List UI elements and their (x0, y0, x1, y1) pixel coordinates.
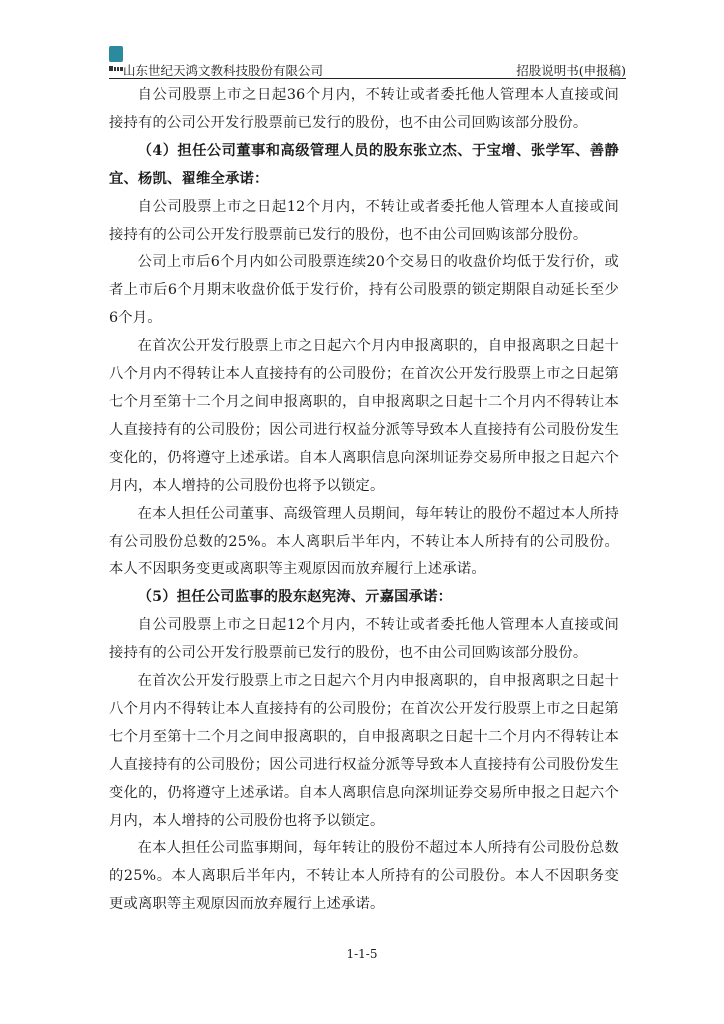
paragraph: 自公司股票上市之日起36个月内，不转让或者委托他人管理本人直接或间接持有的公司公开发行股票前已发行的股份，也不由公司回购该部分股份。 (109, 87, 619, 131)
page-number: 1-1-5 (346, 947, 378, 961)
header-rule (109, 78, 626, 79)
company-name: 山东世纪天鸿文教科技股份有限公司 (123, 63, 324, 78)
logo-wordmark-icon (109, 64, 123, 73)
paragraph: 在本人担任公司监事期间，每年转让的股份不超过本人所持有公司股份总数的25%。本人离职后半年内，不转让本人所持有的公司股份。本人不因职务变更或离职等主观原因而放弃履行上述承诺。 (109, 840, 619, 913)
section-heading: （5）担任公司监事的股东赵宪涛、亓嘉国承诺： (137, 589, 453, 606)
company-logo (109, 46, 123, 62)
document-body (109, 82, 619, 919)
paragraph: 公司上市后6个月内如公司股票连续20个交易日的收盘价均低于发行价，或者上市后6个月期末收盘价低于发行价，持有公司股票的锁定期限自动延长至少6个月。 (109, 254, 619, 327)
page-header (109, 46, 626, 79)
document-type: 招股说明书(申报稿) (516, 63, 626, 78)
section-heading: （4）担任公司董事和高级管理人员的股东张立杰、于宝增、张学军、善静宜、杨凯、翟维全承诺： (109, 142, 619, 187)
paragraph: 自公司股票上市之日起12个月内，不转让或者委托他人管理本人直接或间接持有的公司公开发行股票前已发行的股份，也不由公司回购该部分股份。 (109, 617, 619, 662)
paragraph: 自公司股票上市之日起12个月内，不转让或者委托他人管理本人直接或间接持有的公司公开发行股票前已发行的股份，也不由公司回购该部分股份。 (109, 198, 619, 243)
paragraph: 在首次公开发行股票上市之日起六个月内申报离职的，自申报离职之日起十八个月内不得转让本人直接持有的公司股份；在首次公开发行股票上市之日起第七个月至第十二个月之间申报离职的，自申报离职之日起十二个月内不得转让本人直接持有的公司股份；因公司进行权益分派等导致本人直接持有公司股份发生变化的，仍将遵守上述承诺。自本人离职信息向深圳证券交易所申报之日起六个月内，本人增持的公司股份也将予以锁定。 (109, 673, 619, 829)
paragraph: 在首次公开发行股票上市之日起六个月内申报离职的，自申报离职之日起十八个月内不得转让本人直接持有的公司股份；在首次公开发行股票上市之日起第七个月至第十二个月之间申报离职的，自申报离职之日起十二个月内不得转让本人直接持有的公司股份；因公司进行权益分派等导致本人直接持有公司股份发生变化的，仍将遵守上述承诺。自本人离职信息向深圳证券交易所申报之日起六个月内，本人增持的公司股份也将予以锁定。 (109, 338, 619, 494)
paragraph: 在本人担任公司董事、高级管理人员期间，每年转让的股份不超过本人所持有公司股份总数的25%。本人离职后半年内，不转让本人所持有的公司股份。本人不因职务变更或离职等主观原因而放弃履行上述承诺。 (109, 505, 619, 578)
